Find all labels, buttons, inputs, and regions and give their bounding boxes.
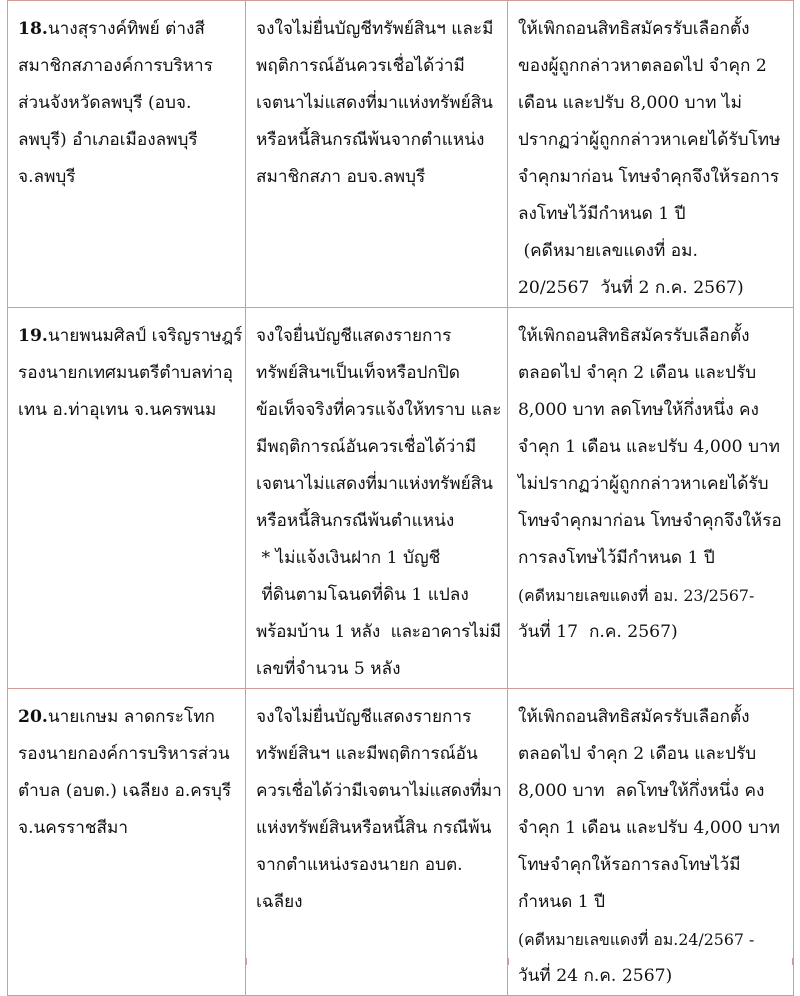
person-cell: [8, 689, 246, 996]
offense-line: จากตำแหน่งรองนายก อบต.: [256, 855, 463, 875]
penalty-line: ให้เพิกถอนสิทธิสมัครรับเลือกตั้ง: [518, 707, 750, 727]
case-reference: วันที่ 17 ก.ค. 2567): [518, 622, 678, 642]
offense-detail: * ไม่แจ้งเงินฝาก 1 บัญชี: [256, 548, 441, 568]
person-line: นายพนมศิลป์ เจริญราษฎร์: [47, 326, 243, 346]
person-line: ตำบล (อบต.) เฉลียง อ.ครบุรี: [18, 781, 232, 801]
penalty-line: จำคุก 1 เดือน และปรับ 4,000 บาท: [518, 437, 780, 457]
column-divider: [246, 958, 247, 965]
column-divider: [508, 958, 509, 965]
offense-line: ควรเชื่อได้ว่ามีเจตนาไม่แสดงที่มา: [256, 781, 502, 801]
offense-line: ข้อเท็จจริงที่ควรแจ้งให้ทราบ และ: [256, 400, 502, 420]
penalty-line: ของผู้ถูกกล่าวหาตลอดไป จำคุก 2: [518, 56, 767, 76]
table-row: [8, 689, 794, 996]
offense-cell: [246, 689, 508, 996]
person-cell: [8, 1, 246, 308]
penalty-line: 8,000 บาท ลดโทษให้กึ่งหนึ่ง คง: [518, 400, 759, 420]
offense-line: พฤติการณ์อันควรเชื่อได้ว่ามี: [256, 56, 465, 76]
penalty-line: ให้เพิกถอนสิทธิสมัครรับเลือกตั้ง: [518, 19, 750, 39]
penalty-line: การลงโทษไว้มีกำหนด 1 ปี: [518, 548, 715, 568]
person-line: นางสุรางค์ทิพย์ ต่างสี: [47, 19, 205, 39]
penalty-line: 8,000 บาท ลดโทษให้กึ่งหนึ่ง คง: [518, 781, 765, 801]
offense-line: ทรัพย์สินฯ และมีพฤติการณ์อัน: [256, 744, 478, 764]
penalty-line: จำคุก 1 เดือน และปรับ 4,000 บาท: [518, 818, 780, 838]
next-row-border: [7, 958, 793, 965]
offense-line: จงใจไม่ยื่นบัญชีแสดงรายการ: [256, 707, 472, 727]
case-number: 20.: [18, 707, 48, 727]
offense-line: หรือหนี้สินกรณีพ้นตำแหน่ง: [256, 511, 455, 531]
offense-line: เฉลียง: [256, 892, 303, 912]
case-reference: (คดีหมายเลขแดงที่ อม.24/2567 -: [518, 930, 755, 949]
person-line: ส่วนจังหวัดลพบุรี (อบจ.: [18, 93, 192, 113]
offense-line: หรือหนี้สินกรณีพ้นจากตำแหน่ง: [256, 130, 485, 150]
case-reference: (คดีหมายเลขแดงที่ อม. 23/2567-: [518, 586, 755, 605]
offense-line: ทรัพย์สินฯเป็นเท็จหรือปกปิด: [256, 363, 460, 383]
penalty-line: โทษจำคุกให้รอการลงโทษไว้มี: [518, 855, 741, 875]
person-line: นายเกษม ลาดกระโทก: [47, 707, 215, 727]
penalty-cell: [508, 689, 794, 996]
person-line: รองนายกองค์การบริหารส่วน: [18, 744, 230, 764]
verdict-table: [7, 0, 794, 996]
penalty-line: ตลอดไป จำคุก 2 เดือน และปรับ: [518, 744, 757, 764]
offense-cell: [246, 308, 508, 689]
case-number: 18.: [18, 19, 48, 39]
case-number: 19.: [18, 326, 48, 346]
case-reference: (คดีหมายเลขแดงที่ อม.: [518, 241, 698, 261]
offense-line: จงใจยื่นบัญชีแสดงรายการ: [256, 326, 452, 346]
person-line: จ.ลพบุรี: [18, 167, 76, 187]
person-line: ลพบุรี) อำเภอเมืองลพบุรี: [18, 130, 198, 150]
offense-line: เจตนาไม่แสดงที่มาแห่งทรัพย์สิน: [256, 474, 493, 494]
case-reference: 20/2567 วันที่ 2 ก.ค. 2567): [518, 278, 744, 298]
table-row: [8, 308, 794, 689]
offense-line: จงใจไม่ยื่นบัญชีทรัพย์สินฯ และมี: [256, 19, 494, 39]
offense-detail: ที่ดินตามโฉนดที่ดิน 1 แปลง: [256, 585, 469, 605]
penalty-line: ให้เพิกถอนสิทธิสมัครรับเลือกตั้ง: [518, 326, 750, 346]
table-row: [8, 1, 794, 308]
penalty-line: ไม่ปรากฏว่าผู้ถูกกล่าวหาเคยได้รับ: [518, 474, 769, 494]
penalty-line: โทษจำคุกมาก่อน โทษจำคุกจึงให้รอ: [518, 511, 782, 531]
person-line: รองนายกเทศมนตรีตำบลท่าอุ: [18, 363, 233, 383]
offense-detail: เลขที่จำนวน 5 หลัง: [256, 659, 401, 679]
penalty-line: จำคุกมาก่อน โทษจำคุกจึงให้รอการ: [518, 167, 780, 187]
person-line: เทน อ.ท่าอุเทน จ.นครพนม: [18, 400, 217, 420]
offense-line: สมาชิกสภา อบจ.ลพบุรี: [256, 167, 426, 187]
case-reference: วันที่ 24 ก.ค. 2567): [518, 966, 673, 986]
penalty-line: ตลอดไป จำคุก 2 เดือน และปรับ: [518, 363, 757, 383]
offense-cell: [246, 1, 508, 308]
penalty-cell: [508, 308, 794, 689]
person-cell: [8, 308, 246, 689]
penalty-cell: [508, 1, 794, 308]
person-line: จ.นครราชสีมา: [18, 818, 129, 838]
offense-line: แห่งทรัพย์สินหรือหนี้สิน กรณีพ้น: [256, 818, 492, 838]
offense-detail: พร้อมบ้าน 1 หลัง และอาคารไม่มี: [256, 622, 501, 642]
offense-line: เจตนาไม่แสดงที่มาแห่งทรัพย์สิน: [256, 93, 493, 113]
penalty-line: ปรากฏว่าผู้ถูกกล่าวหาเคยได้รับโทษ: [518, 130, 781, 150]
penalty-line: เดือน และปรับ 8,000 บาท ไม่: [518, 93, 742, 113]
penalty-line: ลงโทษไว้มีกำหนด 1 ปี: [518, 204, 686, 224]
person-line: สมาชิกสภาองค์การบริหาร: [18, 56, 213, 76]
penalty-line: กำหนด 1 ปี: [518, 892, 606, 912]
offense-line: มีพฤติการณ์อันควรเชื่อได้ว่ามี: [256, 437, 477, 457]
